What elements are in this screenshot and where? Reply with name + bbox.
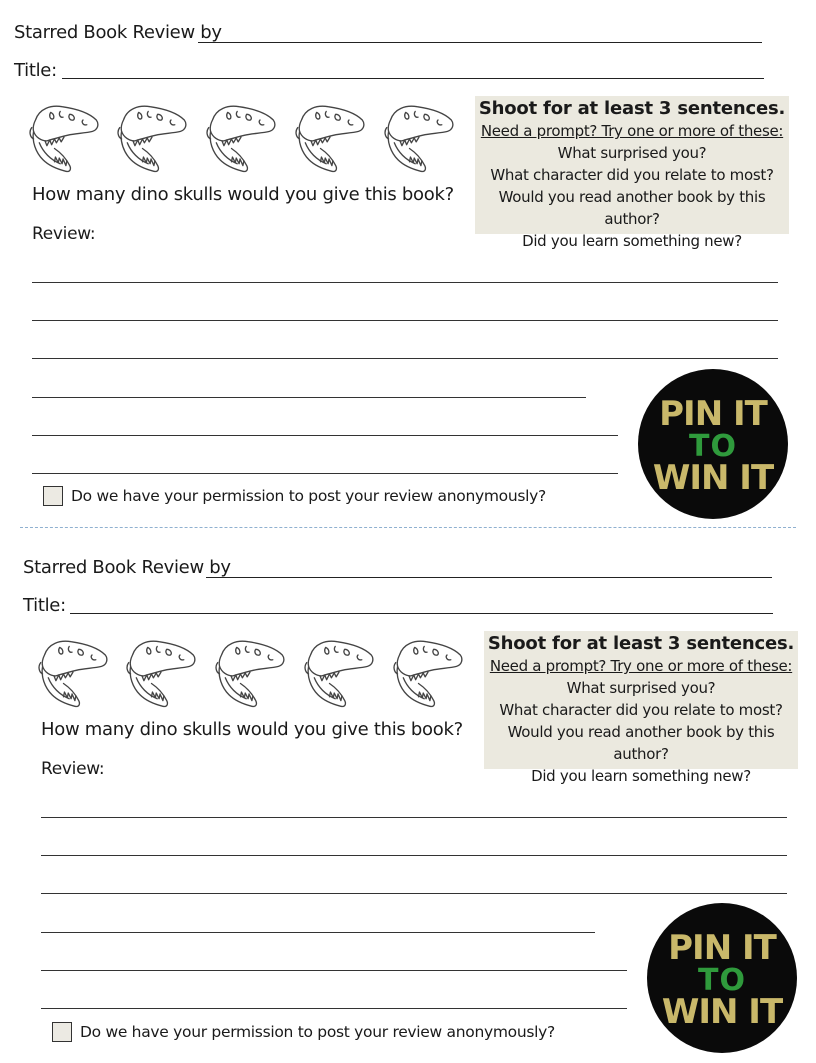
review-line[interactable]: [41, 1008, 627, 1009]
review-line[interactable]: [41, 893, 787, 894]
prompt-question: What surprised you?: [557, 144, 707, 162]
review-label: Review:: [41, 759, 105, 779]
prompt-subheading: Need a prompt? Try one or more of these:: [480, 122, 784, 140]
cut-line-divider: [20, 527, 796, 528]
review-label: Review:: [32, 224, 96, 244]
badge-line2: TO: [698, 963, 746, 998]
badge-line3: WIN IT: [652, 458, 774, 498]
dino-skull-icon[interactable]: [114, 98, 190, 180]
reviewer-name-line[interactable]: [206, 577, 772, 578]
badge-line3: WIN IT: [661, 992, 783, 1032]
title-label: Title:: [14, 60, 57, 81]
rating-question: How many dino skulls would you give this book?: [41, 719, 463, 740]
review-line[interactable]: [41, 817, 787, 818]
review-card-bottom: [0, 535, 816, 1063]
dino-skull-icon[interactable]: [212, 633, 288, 715]
review-by-label: Starred Book Review by: [14, 22, 222, 43]
prompt-question: Would you read another book by this author?: [498, 188, 766, 228]
review-line[interactable]: [32, 320, 778, 321]
dino-skull-icon[interactable]: [123, 633, 199, 715]
review-line[interactable]: [32, 358, 778, 359]
reviewer-name-line[interactable]: [198, 42, 762, 43]
prompt-question: What surprised you?: [566, 679, 716, 697]
badge-line2: TO: [689, 429, 737, 464]
prompt-question: What character did you relate to most?: [490, 166, 774, 184]
permission-text: Do we have your permission to post your review anonymously?: [80, 1023, 555, 1041]
review-line[interactable]: [32, 397, 586, 398]
rating-question: How many dino skulls would you give this book?: [32, 184, 454, 205]
prompt-heading: Shoot for at least 3 sentences.: [487, 633, 795, 654]
dino-skull-icon[interactable]: [35, 633, 111, 715]
prompt-question: Did you learn something new?: [531, 767, 751, 785]
review-line[interactable]: [41, 932, 595, 933]
review-line[interactable]: [32, 435, 618, 436]
book-title-line[interactable]: [70, 613, 773, 614]
prompt-heading: Shoot for at least 3 sentences.: [478, 98, 786, 119]
permission-checkbox[interactable]: [43, 486, 63, 506]
prompt-subheading: Need a prompt? Try one or more of these:: [489, 657, 793, 675]
review-line[interactable]: [41, 855, 787, 856]
permission-checkbox[interactable]: [52, 1022, 72, 1042]
prompt-question: What character did you relate to most?: [499, 701, 783, 719]
dino-skull-icon[interactable]: [203, 98, 279, 180]
prompt-question: Would you read another book by this author?: [507, 723, 775, 763]
dino-skull-icon[interactable]: [381, 98, 457, 180]
badge-line1: PIN IT: [659, 394, 767, 434]
review-by-label: Starred Book Review by: [23, 557, 231, 578]
book-title-line[interactable]: [62, 78, 764, 79]
review-card-top: [0, 0, 816, 528]
dino-skull-icon[interactable]: [390, 633, 466, 715]
prompt-question: Did you learn something new?: [522, 232, 742, 250]
review-line[interactable]: [32, 473, 618, 474]
badge-line1: PIN IT: [668, 928, 776, 968]
pin-it-to-win-it-badge: [638, 369, 788, 519]
dino-skull-icon[interactable]: [292, 98, 368, 180]
permission-text: Do we have your permission to post your review anonymously?: [71, 487, 546, 505]
prompt-box: [475, 96, 789, 250]
dino-skull-icon[interactable]: [301, 633, 377, 715]
review-line[interactable]: [32, 282, 778, 283]
title-label: Title:: [23, 595, 66, 616]
pin-it-to-win-it-badge: [647, 903, 797, 1053]
dino-skull-icon[interactable]: [26, 98, 102, 180]
prompt-box: [484, 631, 798, 785]
review-line[interactable]: [41, 970, 627, 971]
